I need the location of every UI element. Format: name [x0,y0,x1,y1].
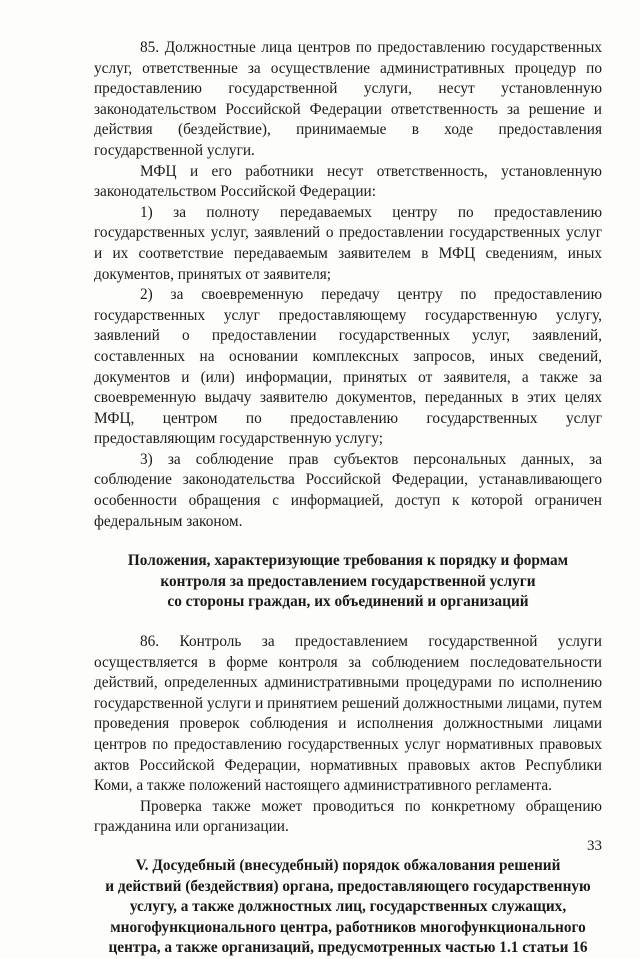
heading-line: Положения, характеризующие требования к порядку и формам [127,552,569,570]
page-number: 33 [587,838,602,854]
heading-line: многофункционального центра, работников многофункционального [110,918,586,936]
paragraph-item-3: 3) за соблюдение прав субъектов персональных данных, за соблюдение законодательства Российской Федерации, устанавливающего особенности обращения с информацией, доступ к которой ограничен федеральным законом. [94,450,602,530]
heading-line: контроля за предоставлением государственной услуги [160,572,536,590]
paragraph-mfc-responsibility: МФЦ и его работники несут ответственность, установленную законодательством Российской Федерации: [94,162,602,201]
heading-line: услугу, а также должностных лиц, государственных служащих, [129,898,567,916]
paragraph-item-2: 2) за своевременную передачу центру по предоставлению государственных услуг предоставляющему государственную услугу, заявлений о предоставлении государственных услуг, заявлений, составленных на основании комплексных запросов, иных сведений, документов и (или) информации, принятых от заявителя, а также за своевременную выдачу заявителю документов, переданных в этих целях МФЦ, центром по предоставлению государственных услуг предоставляющим государственную услугу; [94,286,602,448]
paragraph-86: 86. Контроль за предоставлением государственной услуги осуществляется в форме контроля за соблюдением последовательности действий, определенных административными процедурами по исполнению государственной услуги и принятием решений должностными лицами, путем проведения проверок соблюдения и исполнения должностными лицами центров по предоставлению государственных услуг нормативных правовых актов Российской Федерации, нормативных правовых актов Республики Коми, а также положений настоящего административного регламента. [94,633,602,795]
section-responsibility [94,38,602,532]
heading-line: и действий (бездействия) органа, предоставляющего государственную [105,877,591,895]
heading-line: центра, а также организаций, предусмотренных частью 1.1 статьи 16 [108,939,588,957]
heading-line: со стороны граждан, их объединений и организаций [167,593,529,611]
section-control [94,632,602,838]
paragraph-item-1: 1) за полноту передаваемых центру по предоставлению государственных услуг, заявлений о предоставлении государственных услуг и их соответствие передаваемым заявителем в МФЦ сведениям, иных документов, принятых от заявителя; [94,203,602,283]
paragraph-85: 85. Должностные лица центров по предоставлению государственных услуг, ответственные за осуществление административных процедур по предоставлению государственной услуги, несут установленную законодательством Российской Федерации ответственность за решение и действия (бездействие), принимаемые в ходе предоставления государственной услуги. [94,39,602,159]
heading-control-provisions [94,551,602,613]
paragraph-inspection: Проверка также может проводиться по конкретному обращению гражданина или организации. [94,797,602,836]
heading-section-v [94,856,602,959]
heading-line: V. Досудебный (внесудебный) порядок обжалования решений [135,856,561,874]
